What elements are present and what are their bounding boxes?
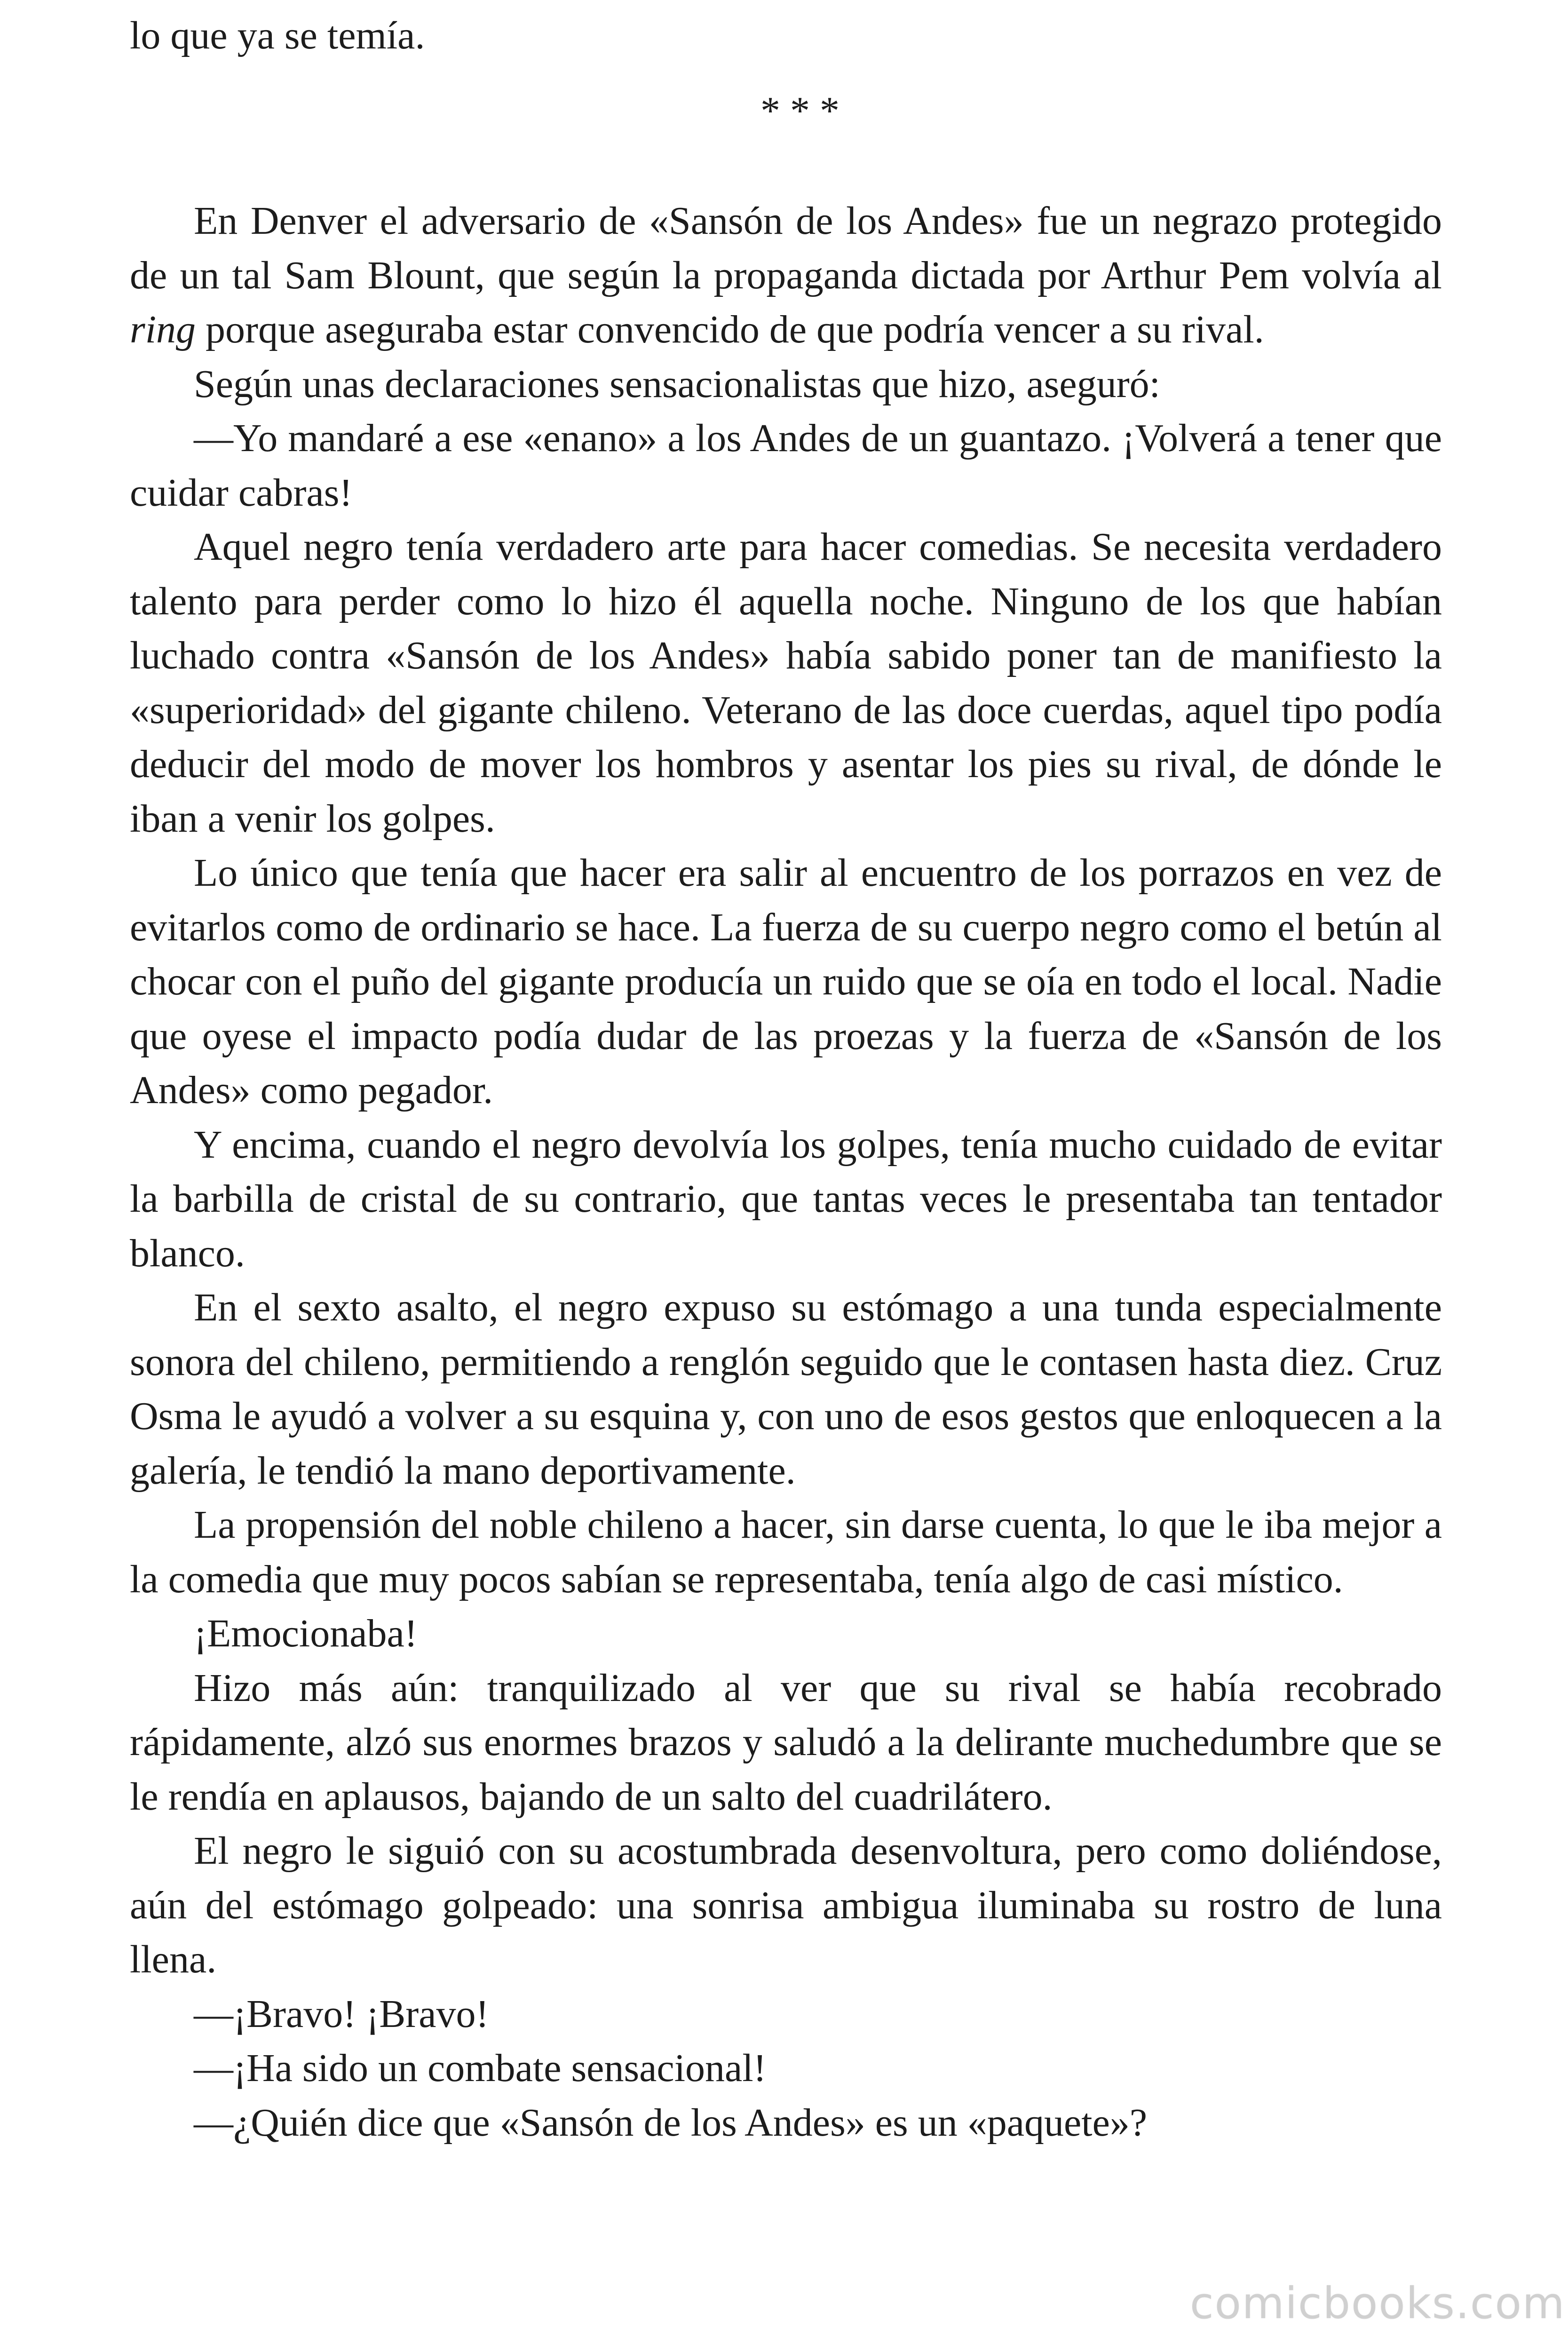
opening-line: lo que ya se temía. [130,14,425,57]
text-run: —¡Ha sido un combate sensacional! [194,2046,767,2090]
text-run: —¿Quién dice que «Sansón de los Andes» es un «paquete»? [194,2100,1148,2145]
paragraph [130,357,1442,412]
text-run: Hizo más aún: tranquilizado al ver que su rival se había recobrado rápidamente, alzó sus enormes brazos y saludó a la delirante muchedumbre que se le rendía en aplausos, bajando de un salto del cuadrilátero. [130,1666,1442,1819]
text-run: Lo único que tenía que hacer era salir al encuentro de los porrazos en vez de evitarlos como de ordinario se hace. La fuerza de su cuerpo negro como el betún al chocar con el puño del gigante producía un ruido que se oía en todo el local. Nadie que oyese el impacto podía dudar de las proezas y la fuerza de «Sansón de los Andes» como pegador. [130,851,1442,1112]
paragraph [130,1498,1442,1606]
text-run: Según unas declaraciones sensacionalistas que hizo, aseguró: [194,362,1161,406]
text-run: —Yo mandaré a ese «enano» a los Andes de un guantazo. ¡Volverá a tener que cuidar cabras! [130,416,1442,515]
text-run: La propensión del noble chileno a hacer, sin darse cuenta, lo que le iba mejor a la comedia que muy pocos sabían se representaba, tenía algo de casi místico. [130,1503,1442,1601]
text-run: En el sexto asalto, el negro expuso su estómago a una tunda especialmente sonora del chileno, permitiendo a renglón seguido que le contasen hasta diez. Cruz Osma le ayudó a volver a su esquina y, con uno de esos gestos que enloquecen a la galería, le tendió la mano deportivamente. [130,1286,1442,1493]
paragraph [130,1661,1442,1824]
paragraph [130,2041,1442,2096]
paragraph [130,520,1442,846]
paragraph [130,1987,1442,2042]
paragraph [130,846,1442,1118]
scene-separator [130,84,1442,138]
text-run: Aquel negro tenía verdadero arte para hacer comedias. Se necesita verdadero talento para perder como lo hizo él aquella noche. Ninguno de los que habían luchado contra «Sansón de los Andes» había sabido poner tan de manifiesto la «superioridad» del gigante chileno. Veterano de las doce cuerdas, aquel tipo podía deducir del modo de mover los hombros y asentar los pies su rival, de dónde le iban a venir los golpes. [130,525,1442,841]
paragraph [130,1280,1442,1498]
text-run: Y encima, cuando el negro devolvía los golpes, tenía mucho cuidado de evitar la barbilla de cristal de su contrario, que tantas veces le presentaba tan tentador blanco. [130,1122,1442,1275]
text-run: ¡Emocionaba! [194,1612,418,1655]
text-run: En Denver el adversario de «Sansón de los Andes» fue un negrazo protegido de un tal Sam Blount, que según la propaganda dictada por Arthur Pem volvía al [130,199,1442,297]
paragraph [130,1118,1442,1281]
page-text [130,8,1442,2150]
watermark: comicbooks.com [1190,2278,1566,2328]
text-run: porque aseguraba estar convencido de que podría vencer a su rival. [196,308,1264,351]
paragraph [130,1606,1442,1661]
paragraph-list [130,194,1442,2150]
text-run: —¡Bravo! ¡Bravo! [194,1992,489,2036]
paragraph [130,2096,1442,2150]
separator-mark: * * * [760,88,839,133]
paragraph [130,1824,1442,1987]
italic-run: ring [130,308,196,351]
paragraph [130,194,1442,357]
paragraph [130,411,1442,520]
text-run: El negro le siguió con su acostumbrada desenvoltura, pero como doliéndose, aún del estómago golpeado: una sonrisa ambigua iluminaba su rostro de luna llena. [130,1829,1442,1981]
